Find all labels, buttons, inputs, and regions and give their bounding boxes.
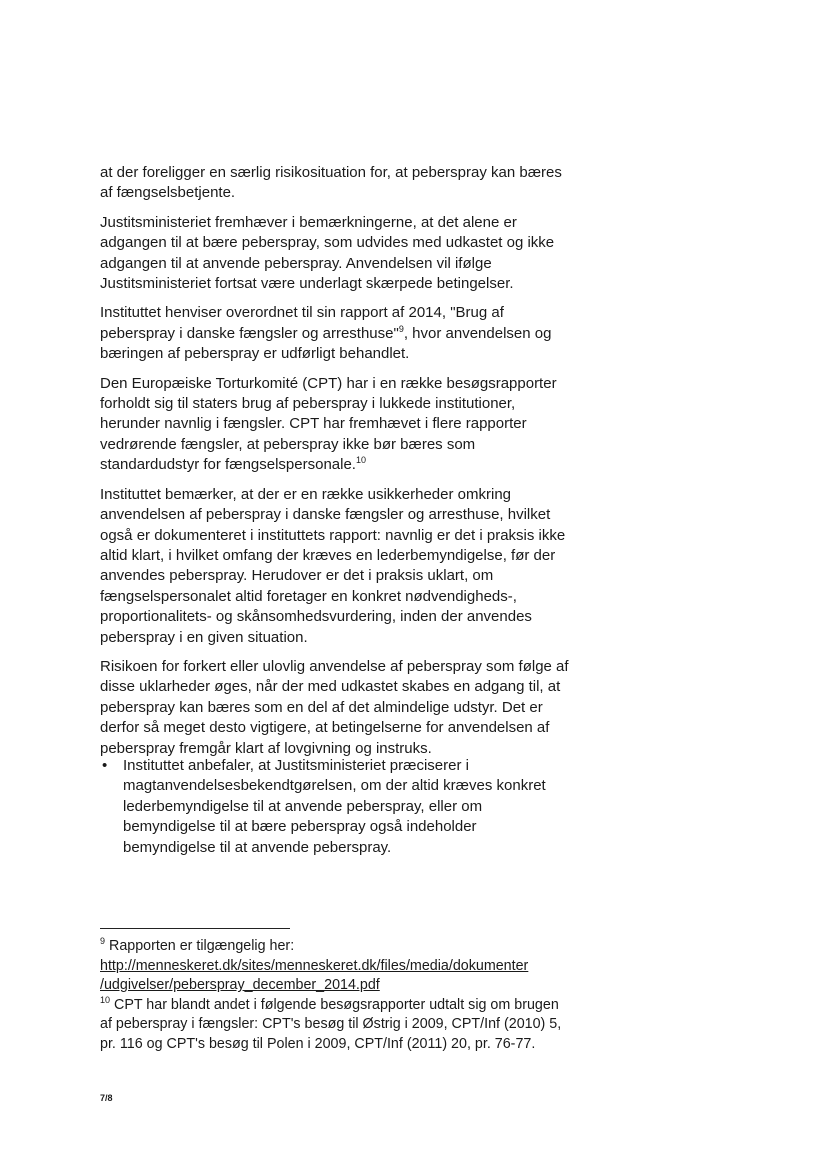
paragraph-3-text-b: , hvor anvendelsen og bæringen af peberspray er udførligt behandlet. bbox=[100, 324, 552, 363]
footnote-9-link-line-1[interactable]: http://menneskeret.dk/sites/menneskeret.dk/files/media/dokumenter bbox=[100, 957, 529, 974]
recommendation-text: Instituttet anbefaler, at Justitsministeriet præciserer i magtanvendelsesbekendtgørelsen, om der altid kræves konkret lederbemyndigelse til at anvende peberspray, eller om bemyndigelse til at bære peberspray også indeholder bemyndigelse til at anvende peberspray. bbox=[123, 757, 546, 856]
paragraph-1: at der foreligger en særlig risikosituation for, at peberspray kan bæres af fængselsbetjente. bbox=[100, 164, 562, 202]
footnote-9-text: Rapporten er tilgængelig her: bbox=[105, 938, 295, 954]
page-number: 7/8 bbox=[100, 1093, 113, 1103]
paragraph-6: Risikoen for forkert eller ulovlig anvendelse af peberspray som følge af disse uklarheder øges, når der med udkastet skabes en adgang til, at peberspray kan bæres som en del af det almindelige udstyr. Det er derfor så meget desto vigtigere, at betingelserne for anvendelsen af peberspray fremgår klart af lovgivning og instruks. bbox=[100, 657, 569, 757]
paragraph-4-text: Den Europæiske Torturkomité (CPT) har i en række besøgsrapporter forholdt sig til staters brug af peberspray i lukkede institutioner, herunder navnlig i fængsler. CPT har fremhævet i flere rapporter vedrørende fængsler, at peberspray ikke bør bæres som standardudstyr for fængselspersonale. bbox=[100, 374, 557, 474]
footnote-9 bbox=[100, 937, 570, 957]
body-text bbox=[100, 163, 570, 768]
footnote-10 bbox=[100, 996, 570, 1055]
paragraph-3 bbox=[100, 303, 570, 364]
recommendation-bullet bbox=[100, 756, 570, 858]
footnote-separator bbox=[100, 928, 290, 929]
paragraph-4 bbox=[100, 374, 570, 476]
bullet-icon: • bbox=[102, 757, 108, 774]
footnote-10-number: 10 bbox=[100, 994, 111, 1005]
paragraph-5: Instituttet bemærker, at der er en række usikkerheder omkring anvendelsen af peberspray i danske fængsler og arresthuse, hvilket også er dokumenteret i instituttets rapport: navnlig er det i praksis ikke altid klart, i hvilket omfang der kræves en lederbemyndigelse, før der anvendes peberspray. Herudover er det i praksis uklart, om fængselspersonalet altid foretager en konkret nødvendigheds-, proportionalitets- og skånsomhedsvurdering, inden der anvendes peberspray i en given situation. bbox=[100, 485, 566, 646]
footnote-ref-10[interactable]: 10 bbox=[355, 455, 366, 466]
paragraph-2: Justitsministeriet fremhæver i bemærkningerne, at det alene er adgangen til at bære peberspray, som udvides med udkastet og ikke adgangen til at anvende peberspray. Anvendelsen vil ifølge Justitsministeriet fortsat være underlagt skærpede betingelser. bbox=[100, 213, 555, 293]
footnote-9-number: 9 bbox=[100, 936, 106, 946]
footnote-10-text: CPT har blandt andet i følgende besøgsrapporter udtalt sig om brugen af peberspray i fængsler: CPT's besøg til Østrig i 2009, CPT/Inf (2010) 5, pr. 116 og CPT's besøg til Polen i 2009, CPT/Inf (2011) 20, pr. 76-77. bbox=[100, 996, 562, 1052]
footnote-9-link[interactable] bbox=[100, 957, 570, 996]
paragraph-3-text-a: Instituttet henviser overordnet til sin rapport af 2014, "Brug af peberspray i danske fængsler og arresthuse" bbox=[100, 304, 504, 342]
footnote-ref-9[interactable]: 9 bbox=[398, 323, 404, 334]
footnotes bbox=[100, 937, 570, 1055]
footnote-9-link-line-2[interactable]: /udgivelser/peberspray_december_2014.pdf bbox=[100, 977, 380, 994]
